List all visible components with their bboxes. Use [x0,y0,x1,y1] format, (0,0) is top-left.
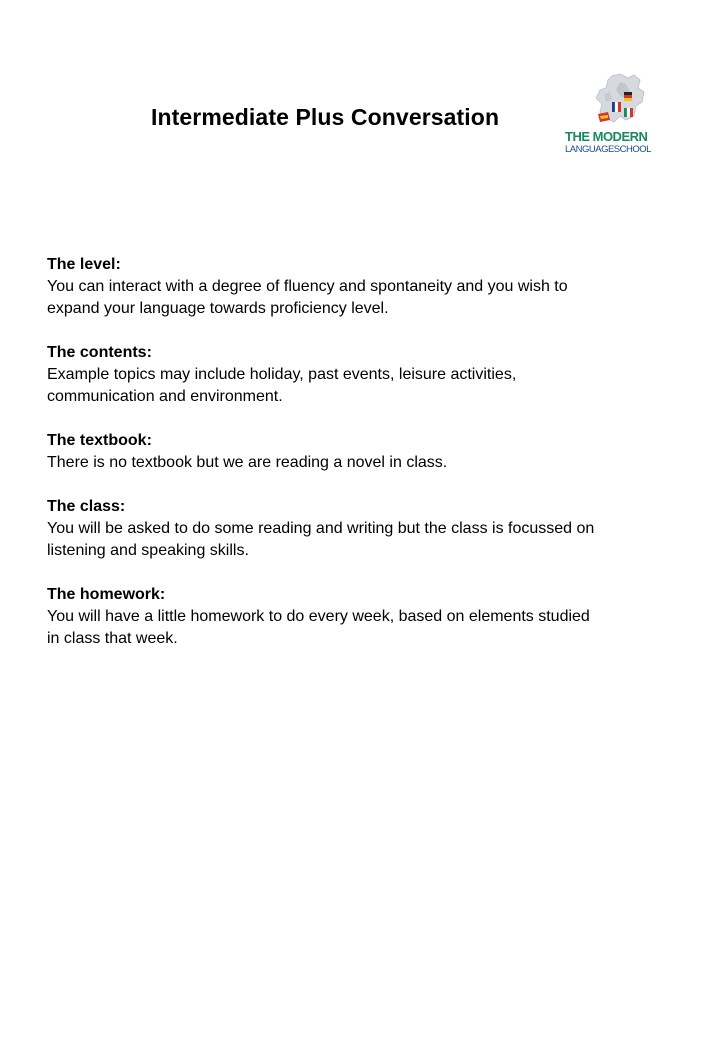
section-body [47,364,667,408]
section-heading: The class: [47,498,126,515]
body-line: You can interact with a degree of fluency and spontaneity and you wish to [47,278,568,295]
course-description [47,254,667,672]
section-level [47,254,667,320]
logo-text-line2: LANGUAGESCHOOL [565,144,651,155]
section-heading: The level: [47,256,121,273]
section-class [47,496,667,562]
body-line: Example topics may include holiday, past events, leisure activities, [47,366,517,383]
logo-text-line1: THE MODERN [565,129,648,144]
section-body [47,518,667,562]
europe-map-icon [590,72,650,130]
section-contents [47,342,667,408]
section-heading: The textbook: [47,432,152,449]
body-line: in class that week. [47,630,178,647]
section-textbook [47,430,667,474]
body-line: You will be asked to do some reading and writing but the class is focussed on [47,520,595,537]
body-line: expand your language towards proficiency level. [47,300,389,317]
body-line: You will have a little homework to do every week, based on elements studied [47,608,590,625]
section-body [47,276,667,320]
body-line: communication and environment. [47,388,283,405]
page-title: Intermediate Plus Conversation [151,104,500,130]
body-line: There is no textbook but we are reading a novel in class. [47,454,448,471]
section-heading: The contents: [47,344,152,361]
body-line: listening and speaking skills. [47,542,249,559]
section-heading: The homework: [47,586,166,603]
section-body [47,452,667,474]
school-logo [562,72,676,160]
section-body [47,606,667,650]
section-homework [47,584,667,650]
